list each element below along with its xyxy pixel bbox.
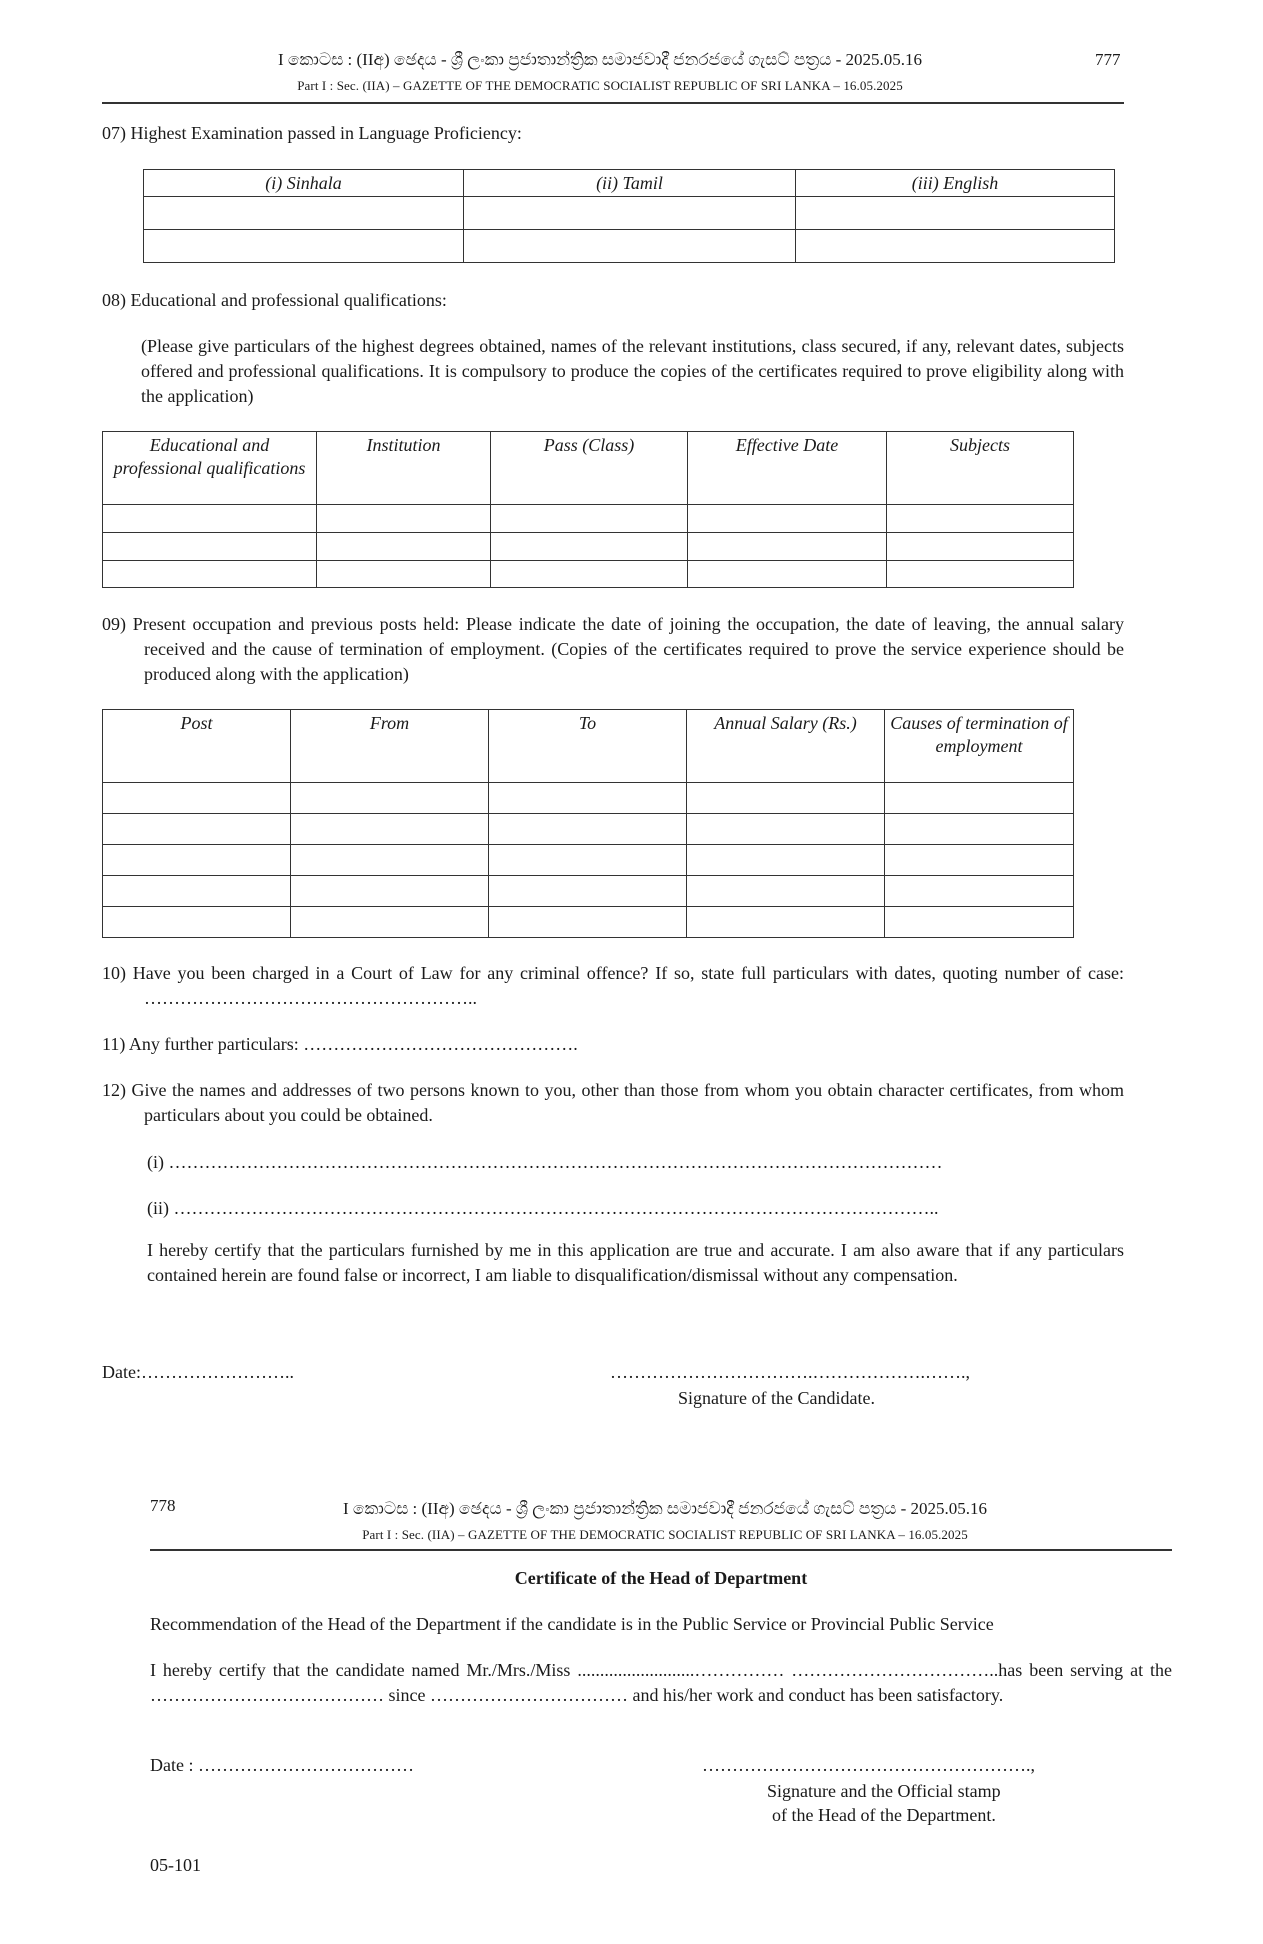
table-cell[interactable] xyxy=(688,561,887,588)
q11-further-particulars: 11) Any further particulars: ………………………………………. xyxy=(102,1034,578,1054)
table-cell[interactable] xyxy=(291,814,489,845)
page-header-english: Part I : Sec. (IIA) – GAZETTE OF THE DEMOCRATIC SOCIALIST REPUBLIC OF SRI LANKA – 16.05.2025 xyxy=(297,78,903,93)
col-causes-termination: Causes of termination of employment xyxy=(885,710,1074,783)
table-cell[interactable] xyxy=(687,814,885,845)
table-cell[interactable] xyxy=(687,907,885,938)
reference-i[interactable]: (i) ………………………………………………………………………………………………………………… xyxy=(147,1152,943,1172)
english-cell-1[interactable] xyxy=(796,197,1115,230)
candidate-signature-label: Signature of the Candidate. xyxy=(678,1388,875,1408)
q08-note: (Please give particulars of the highest degrees obtained, names of the relevant institutions, class secured, if any, relevant dates, subjects offered and professional qualifications. It is compulsory to produce the copies of the certificates required to prove eligibility along with the application) xyxy=(141,336,1124,406)
sinhala-cell-1[interactable] xyxy=(144,197,464,230)
q08-title: 08) Educational and professional qualifications: xyxy=(102,290,447,310)
table-cell[interactable] xyxy=(103,561,317,588)
page2-header-rule xyxy=(150,1549,1172,1551)
page-number-2: 778 xyxy=(150,1496,176,1515)
employment-table xyxy=(102,709,1074,938)
page2-header-sinhala: I කොටස : (IIඅ) ඡෙදය - ශ්‍රී ලංකා ප්‍රජාතාන්ත්‍රික සමාජවාදී ජනරජයේ ගැසට් පත්‍රය - 2025.05.16 xyxy=(342,1499,988,1518)
table-row xyxy=(144,230,1115,263)
recommendation-text: Recommendation of the Head of the Department if the candidate is in the Public Service or Provincial Public Service xyxy=(150,1614,994,1634)
table-cell[interactable] xyxy=(887,533,1074,561)
table-cell[interactable] xyxy=(103,533,317,561)
table-cell[interactable] xyxy=(103,814,291,845)
page-number: 777 xyxy=(1095,50,1121,69)
q10-criminal-charge: 10) Have you been charged in a Court of Law for any criminal offence? If so, state full particulars with dates, quoting number of case: ……………………………………………….. xyxy=(102,963,1124,1008)
table-row xyxy=(103,505,1074,533)
table-cell[interactable] xyxy=(291,845,489,876)
tamil-cell-1[interactable] xyxy=(464,197,796,230)
table-cell[interactable] xyxy=(103,907,291,938)
table-row xyxy=(103,907,1074,938)
col-annual-salary: Annual Salary (Rs.) xyxy=(687,710,885,783)
col-subjects: Subjects xyxy=(887,432,1074,505)
certificate-title: Certificate of the Head of Department xyxy=(514,1568,808,1588)
hod-signature-label-2: of the Head of the Department. xyxy=(772,1805,996,1825)
footer-code: 05-101 xyxy=(150,1855,201,1875)
table-cell[interactable] xyxy=(103,783,291,814)
table-cell[interactable] xyxy=(103,505,317,533)
table-cell[interactable] xyxy=(688,505,887,533)
qualifications-table xyxy=(102,431,1074,588)
table-cell[interactable] xyxy=(491,561,688,588)
table-row xyxy=(103,561,1074,588)
table-row xyxy=(103,876,1074,907)
table-cell[interactable] xyxy=(317,561,491,588)
table-cell[interactable] xyxy=(103,876,291,907)
table-cell[interactable] xyxy=(885,783,1074,814)
col-sinhala: (i) Sinhala xyxy=(144,170,464,197)
col-institution: Institution xyxy=(317,432,491,505)
table-cell[interactable] xyxy=(687,876,885,907)
candidate-signature-field[interactable]: …………………………….……………….……., xyxy=(610,1362,970,1382)
english-cell-2[interactable] xyxy=(796,230,1115,263)
table-row xyxy=(103,533,1074,561)
q12-references: 12) Give the names and addresses of two persons known to you, other than those from whom you obtain character certificates, from whom particulars about you could be obtained. xyxy=(102,1080,1124,1125)
page2-header-english: Part I : Sec. (IIA) – GAZETTE OF THE DEMOCRATIC SOCIALIST REPUBLIC OF SRI LANKA – 16.05.2025 xyxy=(362,1527,968,1542)
reference-ii[interactable]: (ii) ……………………………………………………………………………………………………………….. xyxy=(147,1198,939,1218)
col-post: Post xyxy=(103,710,291,783)
table-cell[interactable] xyxy=(887,505,1074,533)
table-cell[interactable] xyxy=(885,876,1074,907)
table-cell[interactable] xyxy=(291,907,489,938)
table-cell[interactable] xyxy=(291,783,489,814)
table-row xyxy=(103,814,1074,845)
table-cell[interactable] xyxy=(688,533,887,561)
table-cell[interactable] xyxy=(291,876,489,907)
table-cell[interactable] xyxy=(103,845,291,876)
table-cell[interactable] xyxy=(489,907,687,938)
table-cell[interactable] xyxy=(489,845,687,876)
declaration-text: I hereby certify that the particulars furnished by me in this application are true and accurate. I am also aware that if any particulars contained herein are found false or incorrect, I am liable to disqualification/dismissal without any compensation. xyxy=(147,1240,1124,1285)
page-header-sinhala: I කොටස : (IIඅ) ඡෙදය - ශ්‍රී ලංකා ප්‍රජාතාන්ත්‍රික සමාජවාදී ජනරජයේ ගැසට් පත්‍රය - 2025.05.16 xyxy=(277,50,923,69)
col-to: To xyxy=(489,710,687,783)
col-tamil: (ii) Tamil xyxy=(464,170,796,197)
hod-signature-field[interactable]: ………………………………………………., xyxy=(702,1755,1035,1775)
table-cell[interactable] xyxy=(489,814,687,845)
table-row xyxy=(144,197,1115,230)
col-english: (iii) English xyxy=(796,170,1115,197)
col-from: From xyxy=(291,710,489,783)
q07-title: 07) Highest Examination passed in Language Proficiency: xyxy=(102,123,522,143)
date-field[interactable]: Date:…………………….. xyxy=(102,1362,294,1382)
table-cell[interactable] xyxy=(687,845,885,876)
table-cell[interactable] xyxy=(489,783,687,814)
table-row xyxy=(103,845,1074,876)
table-cell[interactable] xyxy=(885,814,1074,845)
language-proficiency-table xyxy=(143,169,1115,263)
table-cell[interactable] xyxy=(885,845,1074,876)
table-cell[interactable] xyxy=(885,907,1074,938)
col-pass-class: Pass (Class) xyxy=(491,432,688,505)
table-cell[interactable] xyxy=(687,783,885,814)
table-cell[interactable] xyxy=(317,505,491,533)
table-cell[interactable] xyxy=(317,533,491,561)
hod-date-field[interactable]: Date : ……………………………… xyxy=(150,1755,414,1775)
header-rule xyxy=(102,102,1124,104)
table-cell[interactable] xyxy=(887,561,1074,588)
q09-title: 09) Present occupation and previous posts held: Please indicate the date of joining the occupation, the date of leaving, the annual salary received and the cause of termination of employment. (Copies of the certificates required to prove the service experience should be produced along with the application) xyxy=(102,614,1124,684)
tamil-cell-2[interactable] xyxy=(464,230,796,263)
table-row xyxy=(103,783,1074,814)
table-cell[interactable] xyxy=(491,505,688,533)
table-cell[interactable] xyxy=(491,533,688,561)
col-effective-date: Effective Date xyxy=(688,432,887,505)
col-qualifications: Educational and professional qualifications xyxy=(103,432,317,505)
sinhala-cell-2[interactable] xyxy=(144,230,464,263)
certify-text: I hereby certify that the candidate named Mr./Mrs./Miss ..........................…………… ……………………………..has been serving at the ………………………………… since …………………………… and his/her work and conduct has been satisfactory. xyxy=(150,1660,1172,1705)
table-cell[interactable] xyxy=(489,876,687,907)
hod-signature-label-1: Signature and the Official stamp xyxy=(767,1781,1001,1801)
